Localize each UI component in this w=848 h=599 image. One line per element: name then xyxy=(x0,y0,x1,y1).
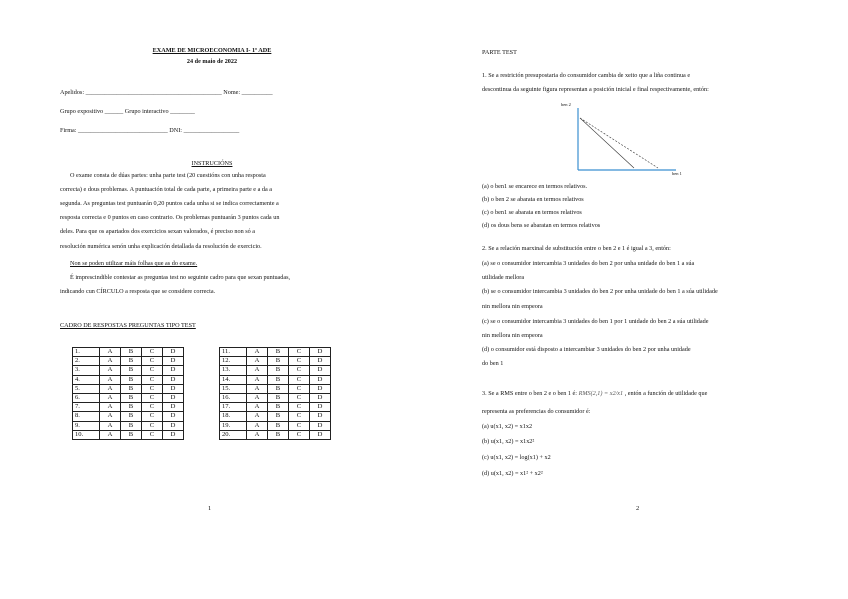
question-number-cell: 8. xyxy=(73,412,100,421)
graph-x-label: ben 1 xyxy=(672,171,682,176)
page-number: 1 xyxy=(208,505,212,512)
answer-option-cell[interactable]: C xyxy=(142,375,163,384)
answer-option-cell[interactable]: B xyxy=(268,403,289,412)
answer-option-cell[interactable]: C xyxy=(289,421,310,430)
apelidos-field[interactable]: Apelidos: ____________________________________________ Nome: __________ xyxy=(60,89,273,96)
answer-row xyxy=(220,430,331,439)
question-number-cell: 15. xyxy=(220,384,247,393)
answer-option-cell[interactable]: B xyxy=(268,430,289,439)
answer-option-cell[interactable]: C xyxy=(142,357,163,366)
answer-option-cell[interactable]: B xyxy=(268,375,289,384)
question-1-option-d[interactable]: (d) os dous bens se abaratan en termos relativos xyxy=(482,222,601,229)
answer-option-cell[interactable]: A xyxy=(100,348,121,357)
question-2-option-b[interactable]: (b) se o consumidor intercambia 3 unidades do ben 2 por unha unidade do ben 1 a súa utilidade xyxy=(482,288,718,295)
answer-table-right xyxy=(219,347,331,440)
question-number-cell: 14. xyxy=(220,375,247,384)
answer-option-cell[interactable]: C xyxy=(142,403,163,412)
answer-option-cell[interactable]: A xyxy=(247,430,268,439)
question-2-option-a-cont: utilidade mellora xyxy=(482,274,525,281)
answer-row xyxy=(73,348,184,357)
answer-option-cell[interactable]: A xyxy=(247,403,268,412)
question-2-option-b-cont: nin mellora nin empeora xyxy=(482,303,543,310)
answer-option-cell[interactable]: A xyxy=(100,430,121,439)
question-3-option-a[interactable]: (a) u(x1, x2) = x1x2 xyxy=(482,423,533,430)
question-1-option-a[interactable]: (a) o ben1 se encarece en termos relativos. xyxy=(482,183,588,190)
answer-option-cell[interactable]: D xyxy=(163,421,184,430)
question-number-cell: 16. xyxy=(220,393,247,402)
page-number: 2 xyxy=(636,505,640,512)
answer-option-cell[interactable]: A xyxy=(100,421,121,430)
answer-option-cell[interactable]: B xyxy=(121,384,142,393)
answer-option-cell[interactable]: C xyxy=(289,366,310,375)
answer-option-cell[interactable]: A xyxy=(247,366,268,375)
exam-title: EXAME DE MICROECONOMIA I- 1º ADE xyxy=(152,47,272,54)
answer-option-cell[interactable]: B xyxy=(268,357,289,366)
answer-option-cell[interactable]: C xyxy=(289,348,310,357)
answer-option-cell[interactable]: A xyxy=(247,393,268,402)
question-number-cell: 20. xyxy=(220,430,247,439)
question-number-cell: 7. xyxy=(73,403,100,412)
answer-option-cell[interactable]: D xyxy=(310,412,331,421)
question-number-cell: 6. xyxy=(73,393,100,402)
answer-option-cell[interactable]: B xyxy=(121,430,142,439)
answer-row xyxy=(73,366,184,375)
answer-option-cell[interactable]: A xyxy=(247,421,268,430)
graph-y-label: ben 2 xyxy=(561,102,571,107)
question-3-line: representa as preferencias do consumidor é: xyxy=(482,408,591,415)
answer-option-cell[interactable]: D xyxy=(310,421,331,430)
answer-option-cell[interactable]: B xyxy=(121,375,142,384)
question-number-cell: 11. xyxy=(220,348,247,357)
answer-option-cell[interactable]: D xyxy=(310,384,331,393)
answer-option-cell[interactable]: A xyxy=(247,348,268,357)
answer-option-cell[interactable]: D xyxy=(163,348,184,357)
question-3-text-b: , entón a función de utilidade que xyxy=(624,390,708,397)
answer-option-cell[interactable]: A xyxy=(247,375,268,384)
answer-option-cell[interactable]: C xyxy=(142,366,163,375)
answer-option-cell[interactable]: D xyxy=(163,412,184,421)
answer-row xyxy=(73,393,184,402)
question-2-option-d[interactable]: (d) o consumidor está disposto a intercambiar 3 unidades do ben 2 por unha unidade xyxy=(482,346,691,353)
answer-option-cell[interactable]: A xyxy=(100,412,121,421)
answer-row xyxy=(220,412,331,421)
instructions-line: resposta correcta e 0 puntos en caso contrario. Os problemas puntuarán 3 puntos cada un xyxy=(60,214,280,221)
answer-table-left xyxy=(72,347,184,440)
answer-row xyxy=(73,412,184,421)
answer-option-cell[interactable]: C xyxy=(289,403,310,412)
question-number-cell: 10. xyxy=(73,430,100,439)
answer-option-cell[interactable]: B xyxy=(268,384,289,393)
answer-row xyxy=(220,393,331,402)
answer-option-cell[interactable]: B xyxy=(121,421,142,430)
question-2-line: 2. Se a relación marxinal de substitución entre o ben 2 e 1 é igual a 3, entón: xyxy=(482,245,671,252)
answer-option-cell[interactable]: C xyxy=(289,357,310,366)
answer-table-heading: CADRO DE RESPOSTAS PREGUNTAS TIPO TEST xyxy=(60,322,196,329)
answer-option-cell[interactable]: D xyxy=(310,393,331,402)
answer-option-cell[interactable]: C xyxy=(289,393,310,402)
answer-option-cell[interactable]: B xyxy=(268,393,289,402)
answer-option-cell[interactable]: C xyxy=(142,430,163,439)
answer-option-cell[interactable]: B xyxy=(268,412,289,421)
answer-row xyxy=(73,357,184,366)
answer-option-cell[interactable]: B xyxy=(268,421,289,430)
answer-option-cell[interactable]: D xyxy=(310,430,331,439)
answer-option-cell[interactable]: D xyxy=(310,375,331,384)
question-number-cell: 13. xyxy=(220,366,247,375)
question-number-cell: 4. xyxy=(73,375,100,384)
answer-option-cell[interactable]: C xyxy=(142,421,163,430)
answer-option-cell[interactable]: A xyxy=(100,403,121,412)
answer-option-cell[interactable]: A xyxy=(247,384,268,393)
answer-option-cell[interactable]: A xyxy=(100,357,121,366)
answer-option-cell[interactable]: D xyxy=(310,403,331,412)
question-2-option-c-cont: nin mellora nin empeora xyxy=(482,332,543,339)
question-3-option-b[interactable]: (b) u(x1, x2) = x1x2² xyxy=(482,438,535,445)
instructions-note: É imprescindible contestar as preguntas test no seguinte cadro para que sexan puntuadas, xyxy=(70,274,291,281)
budget-constraint-graph xyxy=(564,100,704,180)
question-3-option-c[interactable]: (c) u(x1, x2) = log(x1) + x2 xyxy=(482,454,551,461)
question-3-text-a: 3. Se a RMS entre o ben 2 e o ben 1 é: xyxy=(482,390,578,397)
answer-option-cell[interactable]: D xyxy=(163,393,184,402)
answer-option-cell[interactable]: A xyxy=(100,384,121,393)
answer-row xyxy=(73,375,184,384)
rms-formula: RMS(2,1) = x2/x1 xyxy=(578,390,624,397)
answer-row xyxy=(220,375,331,384)
question-number-cell: 18. xyxy=(220,412,247,421)
question-3-line xyxy=(482,390,707,398)
answer-row xyxy=(220,403,331,412)
question-number-cell: 5. xyxy=(73,384,100,393)
question-1-option-c[interactable]: (c) o ben1 se abarata en termos relativos xyxy=(482,209,582,216)
answer-option-cell[interactable]: B xyxy=(121,403,142,412)
answer-option-cell[interactable]: C xyxy=(142,348,163,357)
instructions-line: O exame consta de dúas partes: unha parte test (20 cuestións con unha resposta xyxy=(70,172,266,179)
answer-option-cell[interactable]: C xyxy=(289,412,310,421)
question-3-option-d[interactable]: (d) u(x1, x2) = x1² + x2² xyxy=(482,470,543,477)
exam-date: 24 de maio de 2022 xyxy=(186,58,238,65)
answer-option-cell[interactable]: C xyxy=(142,412,163,421)
answer-option-cell[interactable]: D xyxy=(310,357,331,366)
answer-option-cell[interactable]: C xyxy=(289,384,310,393)
answer-row xyxy=(220,366,331,375)
instructions-line: correcta) e dous problemas. A puntuación total de cada parte, a primeira parte e a da a xyxy=(60,186,272,193)
answer-option-cell[interactable]: B xyxy=(121,393,142,402)
answer-option-cell[interactable]: D xyxy=(310,348,331,357)
answer-option-cell[interactable]: D xyxy=(163,357,184,366)
grupos-field[interactable]: Grupo expositivo ______ Grupo interactivo ________ xyxy=(60,108,195,115)
question-1-line: descontinua da seguinte figura representan a posición inicial e final respectivamente, entón: xyxy=(482,86,709,93)
question-number-cell: 17. xyxy=(220,403,247,412)
answer-option-cell[interactable]: A xyxy=(247,357,268,366)
answer-row xyxy=(73,384,184,393)
answer-row xyxy=(220,384,331,393)
answer-option-cell[interactable]: B xyxy=(121,366,142,375)
answer-option-cell[interactable]: C xyxy=(289,375,310,384)
answer-option-cell[interactable]: C xyxy=(142,393,163,402)
answer-row xyxy=(73,421,184,430)
answer-row xyxy=(220,421,331,430)
question-number-cell: 12. xyxy=(220,357,247,366)
answer-option-cell[interactable]: D xyxy=(163,384,184,393)
answer-option-cell[interactable]: D xyxy=(310,366,331,375)
question-2-option-c[interactable]: (c) se o consumidor intercambia 3 unidades do ben 1 por 1 unidade do ben 2 a súa utilidade xyxy=(482,318,709,325)
instructions-line: segunda. As preguntas test puntuarán 0,20 puntos cada unha si se indica correctamente a xyxy=(60,200,279,207)
answer-option-cell[interactable]: D xyxy=(163,366,184,375)
answer-option-cell[interactable]: B xyxy=(121,348,142,357)
answer-option-cell[interactable]: C xyxy=(142,384,163,393)
firma-field[interactable]: Firma: _____________________________ DNI: __________________ xyxy=(60,127,240,134)
instructions-line: deles. Para que os apartados dos exercicios sexan valorados, é preciso non só a xyxy=(60,228,256,235)
answer-option-cell[interactable]: D xyxy=(163,375,184,384)
answer-row xyxy=(73,403,184,412)
question-2-option-d-cont: do ben 1 xyxy=(482,360,504,367)
question-number-cell: 19. xyxy=(220,421,247,430)
answer-option-cell[interactable]: B xyxy=(268,366,289,375)
test-heading: PARTE TEST xyxy=(482,49,517,56)
question-2-option-a[interactable]: (a) se o consumidor intercambia 3 unidades do ben 2 por unha unidade do ben 1 a súa xyxy=(482,260,695,267)
answer-row xyxy=(73,430,184,439)
answer-option-cell[interactable]: A xyxy=(100,375,121,384)
answer-option-cell[interactable]: A xyxy=(100,393,121,402)
answer-option-cell[interactable]: B xyxy=(121,357,142,366)
instructions-line: resolución numérica senón unha explicación detallada da resolución de exercicio. xyxy=(60,243,262,250)
answer-option-cell[interactable]: A xyxy=(247,412,268,421)
question-number-cell: 1. xyxy=(73,348,100,357)
answer-option-cell[interactable]: D xyxy=(163,403,184,412)
question-number-cell: 3. xyxy=(73,366,100,375)
answer-option-cell[interactable]: A xyxy=(100,366,121,375)
question-number-cell: 9. xyxy=(73,421,100,430)
instructions-heading: INSTRUCIÓNS xyxy=(191,160,233,167)
question-1-line: 1. Se a restrición presupostaria do consumidor cambia de xeito que a liña continua e xyxy=(482,72,691,79)
question-number-cell: 2. xyxy=(73,357,100,366)
answer-option-cell[interactable]: D xyxy=(163,430,184,439)
answer-option-cell[interactable]: B xyxy=(121,412,142,421)
question-1-option-b[interactable]: (b) o ben 2 se abarata en termos relativos xyxy=(482,196,584,203)
answer-option-cell[interactable]: C xyxy=(289,430,310,439)
instructions-note: Non se poden utilizar máis folhas que as do exame. xyxy=(70,260,198,267)
instructions-note: indicando cun CÍRCULO a resposta que se considere correcta. xyxy=(60,288,216,295)
answer-row xyxy=(220,357,331,366)
answer-row xyxy=(220,348,331,357)
exam-page-2 xyxy=(424,0,848,599)
answer-option-cell[interactable]: B xyxy=(268,348,289,357)
